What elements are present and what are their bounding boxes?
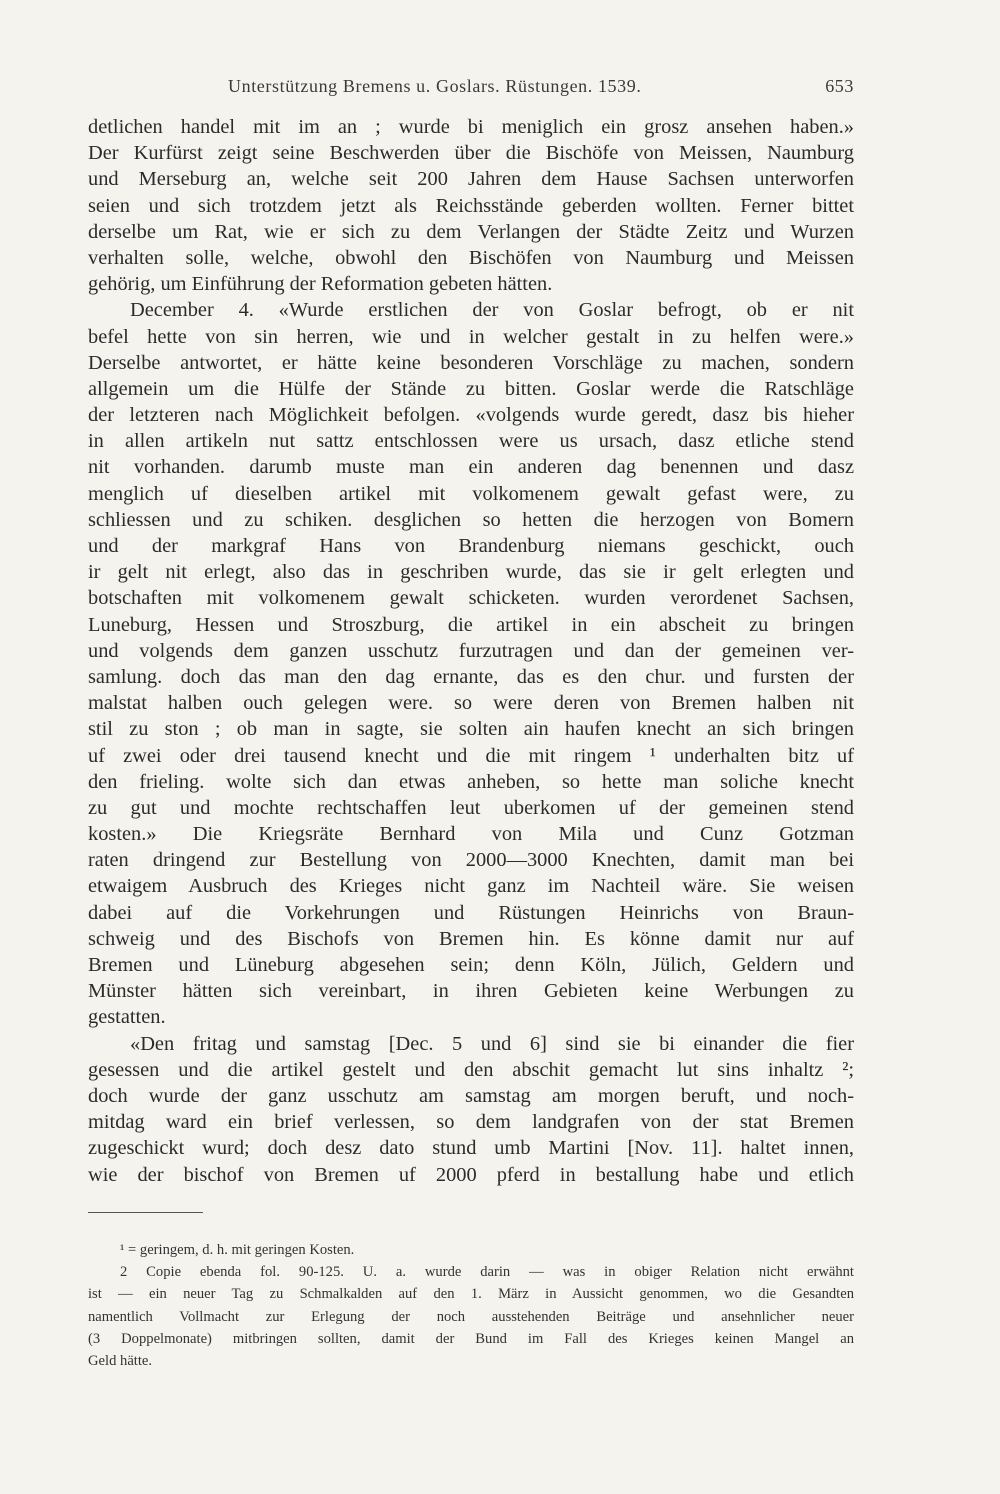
text-line: stil zu ston ; ob man in sagte, sie solten ain haufen knecht an sich bringen [88,718,854,741]
text-line: samlung. doch das man den dag ernante, das es den chur. und fursten der [88,665,854,688]
text-line: uf zwei oder drei tausend knecht und die mit ringem ¹ underhalten bitz uf [88,744,854,767]
footnote-line: ¹ = geringem, d. h. mit geringen Kosten. [120,1242,355,1258]
text-line: detlichen handel mit im an ; wurde bi meniglich ein grosz ansehen haben.» [88,116,854,138]
text-line: zu gut und mochte rechtschaffen leut uberkomen uf der gemeinen stend [88,796,854,819]
text-line: raten dringend zur Bestellung von 2000—3000 Knechten, damit man bei [88,849,854,872]
text-line: verhalten solle, welche, obwohl den Bischöfen von Naumburg und Meissen [88,246,854,269]
text-line: schweig und des Bischofs von Bremen hin. Es könne damit nur auf [88,927,854,950]
text-line: gesessen und die artikel gestelt und den abschit gemacht lut sins inhaltz ²; [88,1058,854,1081]
text-line: Münster hätten sich vereinbart, in ihren Gebieten keine Werbungen zu [88,980,854,1003]
text-line: den frieling. wolte sich dan etwas anheben, so hette man soliche knecht [88,770,854,793]
main-text [88,114,854,1188]
text-line: und der markgraf Hans von Brandenburg niemans geschickt, ouch [88,535,854,557]
text-line: gestatten. [88,1006,166,1029]
running-title: Unterstützung Bremens u. Goslars. Rüstungen. 1539. [228,76,642,96]
footnotes [88,1239,854,1372]
text-line: derselbe um Rat, wie er sich zu dem Verlangen der Städte Zeitz und Wurzen [88,220,854,243]
text-line: und Merseburg an, welche seit 200 Jahren dem Hause Sachsen unterworfen [88,168,854,191]
text-line: wie der bischof von Bremen uf 2000 pferd in bestallung habe und etlich [88,1163,854,1186]
text-line: gehörig, um Einführung der Reformation gebeten hätten. [88,273,553,296]
footnote-line: 2 Copie ebenda fol. 90-125. U. a. wurde darin — was in obiger Relation nicht erwähnt [120,1264,854,1281]
text-line: ir gelt nit erlegt, also das in geschriben wurde, das sie ir gelt erlegten und [88,561,854,584]
running-header [88,76,854,100]
text-line: allgemein um die Hülfe der Stände zu bitten. Goslar werde die Ratschläge [88,377,854,400]
text-line: Derselbe antwortet, er hätte keine besonderen Vorschläge zu machen, sondern [88,351,854,374]
text-line: seien und sich trotzdem jetzt als Reichsstände geberden wollten. Ferner bittet [88,194,854,217]
text-line: etwaigem Ausbruch des Krieges nicht ganz im Nachteil wäre. Sie weisen [88,875,854,898]
text-line: menglich uf dieselben artikel mit volkomenem gewalt gefast were, zu [88,482,854,505]
text-line: botschaften mit volkomenem gewalt schicketen. wurden verordenet Sachsen, [88,587,854,610]
text-line: schliessen und zu schiken. desglichen so hetten die herzogen von Bomern [88,508,854,531]
text-line: kosten.» Die Kriegsräte Bernhard von Mila und Cunz Gotzman [88,823,854,846]
text-line: befel hette von sin herren, wie und in welcher gestalt in zu helfen were.» [88,325,854,348]
text-line: December 4. «Wurde erstlichen der von Goslar befrogt, ob er nit [130,299,854,322]
footnote-separator [88,1212,203,1213]
text-line: Der Kurfürst zeigt seine Beschwerden über die Bischöfe von Meissen, Naumburg [88,142,854,165]
text-line: nit vorhanden. darumb muste man ein anderen dag benennen und dasz [88,456,854,479]
text-line: «Den fritag und samstag [Dec. 5 und 6] sind sie bi einander die fier [130,1032,854,1055]
text-line: doch wurde der ganz usschutz am samstag am morgen beruft, und noch- [88,1084,854,1107]
footnote-line: ist — ein neuer Tag zu Schmalkalden auf den 1. März in Aussicht genommen, wo die Gesandten [88,1286,854,1303]
text-line: dabei auf die Vorkehrungen und Rüstungen Heinrichs von Braun- [88,901,854,924]
page-number: 653 [825,76,854,96]
footnote-line: namentlich Vollmacht zur Erlegung der noch ausstehenden Beiträge und ansehnlicher neuer [88,1308,854,1325]
text-line: und volgends dem ganzen usschutz furzutragen und dan der gemeinen ver- [88,639,854,662]
footnote-line: Geld hätte. [88,1352,153,1369]
text-line: in allen artikeln nut sattz entschlossen were us ursach, dasz etliche stend [88,430,854,453]
text-line: malstat halben ouch gelegen were. so were deren von Bremen halben nit [88,692,854,715]
text-line: Luneburg, Hessen und Stroszburg, die artikel in ein abscheit zu bringen [88,613,854,636]
text-line: der letzteren nach Möglichkeit befolgen. «volgends wurde geredt, dasz bis hieher [88,404,854,427]
text-line: Bremen und Lüneburg abgesehen sein; denn Köln, Jülich, Geldern und [88,954,854,976]
footnote-line: (3 Doppelmonate) mitbringen sollten, damit der Bund im Fall des Krieges keinen Mangel an [88,1330,854,1347]
text-line: zugeschickt wurd; doch desz dato stund umb Martini [Nov. 11]. haltet innen, [88,1137,854,1160]
text-line: mitdag ward ein brief verlessen, so dem landgrafen von der stat Bremen [88,1111,854,1134]
